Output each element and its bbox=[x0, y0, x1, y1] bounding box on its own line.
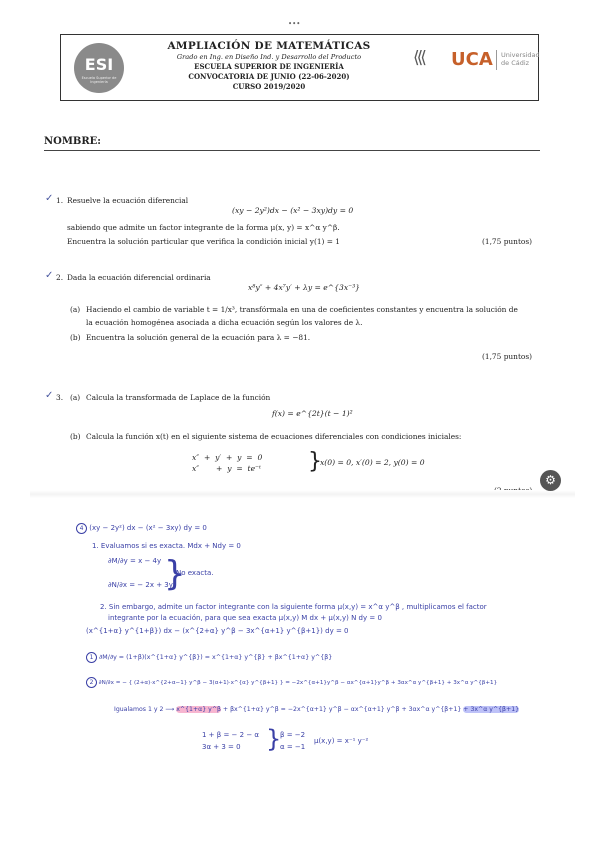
hw-problem-number: 4 bbox=[76, 523, 87, 534]
p1-line3: Encuentra la solución particular que verifica la condición inicial y(1) = 1 bbox=[67, 237, 341, 246]
hw-system-2: 3α + 3 = 0 bbox=[202, 743, 241, 751]
uca-divider bbox=[496, 50, 497, 70]
hw-step-2: 2 bbox=[86, 677, 97, 688]
hw-no-exacta: No exacta. bbox=[176, 569, 214, 577]
hw-line-9 bbox=[86, 677, 497, 688]
system-brace: } bbox=[308, 449, 322, 474]
hw-dm-dy: ∂M/∂y = x − 4y bbox=[108, 557, 162, 565]
p3-a-label: (a) bbox=[70, 393, 81, 402]
p3-b-label: (b) bbox=[70, 432, 81, 441]
esi-logo bbox=[74, 43, 124, 93]
course-year: CURSO 2019/2020 bbox=[232, 82, 306, 91]
hw-system-1: 1 + β = − 2 − α bbox=[202, 731, 260, 739]
hw-highlight-pink: x^{1+α} y^β bbox=[176, 706, 221, 713]
exam-session: CONVOCATORIA DE JUNIO (22-06-2020) bbox=[188, 72, 350, 81]
hw-dn-dx: ∂N/∂x = − 2x + 3y bbox=[108, 581, 173, 589]
uca-logo bbox=[413, 48, 540, 74]
hw-line-7: (x^{1+α} y^{1+β}) dx − (x^{2+α} y^β − 3x^{α+1} y^{β+1}) dy = 0 bbox=[86, 627, 349, 635]
esi-logo-text: ESI bbox=[84, 55, 114, 74]
check-icon: ✓ bbox=[45, 270, 54, 281]
exam-header bbox=[60, 34, 539, 101]
uca-university-name bbox=[501, 51, 540, 67]
p2-a-line2: la ecuación homogénea asociada a dicha ecuación según los valores de λ. bbox=[86, 318, 363, 327]
p2-a-line1: Haciendo el cambio de variable t = 1/x³, transfórmala en una de coeficientes constantes y encuentra la solución de bbox=[86, 305, 518, 314]
p2-b-label: (b) bbox=[70, 333, 81, 342]
exam-title: AMPLIACIÓN DE MATEMÁTICAS bbox=[167, 40, 371, 52]
p2-a-label: (a) bbox=[70, 305, 81, 314]
hw-step-1: 1 bbox=[86, 652, 97, 663]
uca-line-2: de Cádiz bbox=[501, 59, 530, 67]
p2-statement: Dada la ecuación diferencial ordinaria bbox=[67, 273, 211, 282]
uca-waves-icon: ⟨⟨⟨ bbox=[413, 48, 424, 68]
p2-b-line: Encuentra la solución general de la ecuación para λ = −81. bbox=[86, 333, 311, 342]
page-dots: ••• bbox=[288, 20, 301, 28]
hw-mu-result: μ(x,y) = x⁻¹ y⁻² bbox=[314, 737, 369, 745]
esi-logo-subtitle: Escuela Superior de Ingeniería bbox=[81, 76, 117, 84]
p2-equation: x⁸y″ + 4x⁷y′ + λy = e^{3x⁻³} bbox=[248, 283, 360, 292]
hw-line-5: 2. Sin embargo, admite un factor integrante con la siguiente forma μ(x,y) = x^α y^β , multiplicamos el factor bbox=[100, 603, 487, 611]
hw-line-10 bbox=[114, 706, 519, 713]
p3-conditions: x(0) = 0, x′(0) = 2, y(0) = 0 bbox=[320, 458, 425, 467]
hw-dn-expansion: ∂N/∂x = − { (2+α)·x^{2+α−1} y^β − 3(α+1)·x^{α} y^{β+1} } = −2x^{α+1}y^β − αx^{α+1}y^β + 3αx^α y^{β+1} + 3x^α y^{β+1} bbox=[98, 680, 498, 686]
hw-igualamos: Igualamos 1 y 2 ⟶ bbox=[114, 706, 175, 713]
nombre-line bbox=[44, 150, 540, 151]
check-icon: ✓ bbox=[45, 193, 54, 204]
nombre-label: NOMBRE: bbox=[44, 136, 101, 147]
hw-line-1 bbox=[76, 523, 207, 534]
p1-equation: (xy − 2y²)dx − (x² − 3xy)dy = 0 bbox=[232, 206, 354, 215]
p1-line2: sabiendo que admite un factor integrante de la forma μ(x, y) = x^α y^β. bbox=[67, 223, 340, 232]
check-icon: ✓ bbox=[45, 390, 54, 401]
p1-points: (1,75 puntos) bbox=[482, 237, 533, 246]
p2-number: 2. bbox=[56, 273, 64, 282]
degree-name: Grado en Ing. en Diseño Ind. y Desarrollo del Producto bbox=[176, 53, 362, 61]
hw-line-6: integrante por la ecuación, para que sea exacta μ(x,y) M dx + μ(x,y) N dy = 0 bbox=[108, 614, 382, 622]
gear-icon[interactable]: ⚙ bbox=[540, 470, 561, 491]
p3-a-line: Calcula la transformada de Laplace de la función bbox=[86, 393, 271, 402]
hw-alpha-result: α = −1 bbox=[280, 743, 306, 751]
p3-system-row2: x″ + y = te⁻ᵗ bbox=[192, 464, 261, 473]
hw-line-8 bbox=[86, 652, 332, 663]
hw-brace: } bbox=[164, 554, 186, 594]
p3-a-equation: f(x) = e^{2t}(t − 1)² bbox=[272, 409, 353, 418]
p1-number: 1. bbox=[56, 196, 64, 205]
uca-logo-text: UCA bbox=[451, 49, 493, 70]
p3-b-line: Calcula la función x(t) en el siguiente sistema de ecuaciones diferenciales con condiciones iniciales: bbox=[86, 432, 462, 441]
hw-highlight-blue: + 3x^α y^{β+1} bbox=[463, 706, 520, 713]
uca-line-1: Universidad bbox=[501, 51, 540, 59]
page-separator bbox=[30, 490, 575, 498]
hw-dm-expansion: ∂M/∂y = (1+β)(x^{1+α} y^{β}) = x^{1+α} y^{β} + βx^{1+α} y^{β} bbox=[99, 654, 333, 661]
hw-equation: (xy − 2y²) dx − (x² − 3xy) dy = 0 bbox=[89, 524, 207, 532]
p3-system-row1: x″ + y′ + y = 0 bbox=[192, 453, 263, 462]
hw-beta-result: β = −2 bbox=[280, 731, 306, 739]
p3-number: 3. bbox=[56, 393, 64, 402]
p2-points: (1,75 puntos) bbox=[482, 352, 533, 361]
hw-line-2: 1. Evaluamos si es exacta. Mdx + Ndy = 0 bbox=[92, 542, 241, 550]
p1-statement: Resuelve la ecuación diferencial bbox=[67, 196, 189, 205]
header-center bbox=[153, 40, 385, 91]
hw-system-brace: } bbox=[266, 725, 282, 753]
hw-igualamos-middle: + βx^{1+α} y^β = −2x^{α+1} y^β − αx^{α+1} y^β + 3αx^α y^{β+1} bbox=[222, 706, 462, 713]
school-name: ESCUELA SUPERIOR DE INGENIERÍA bbox=[194, 62, 344, 71]
